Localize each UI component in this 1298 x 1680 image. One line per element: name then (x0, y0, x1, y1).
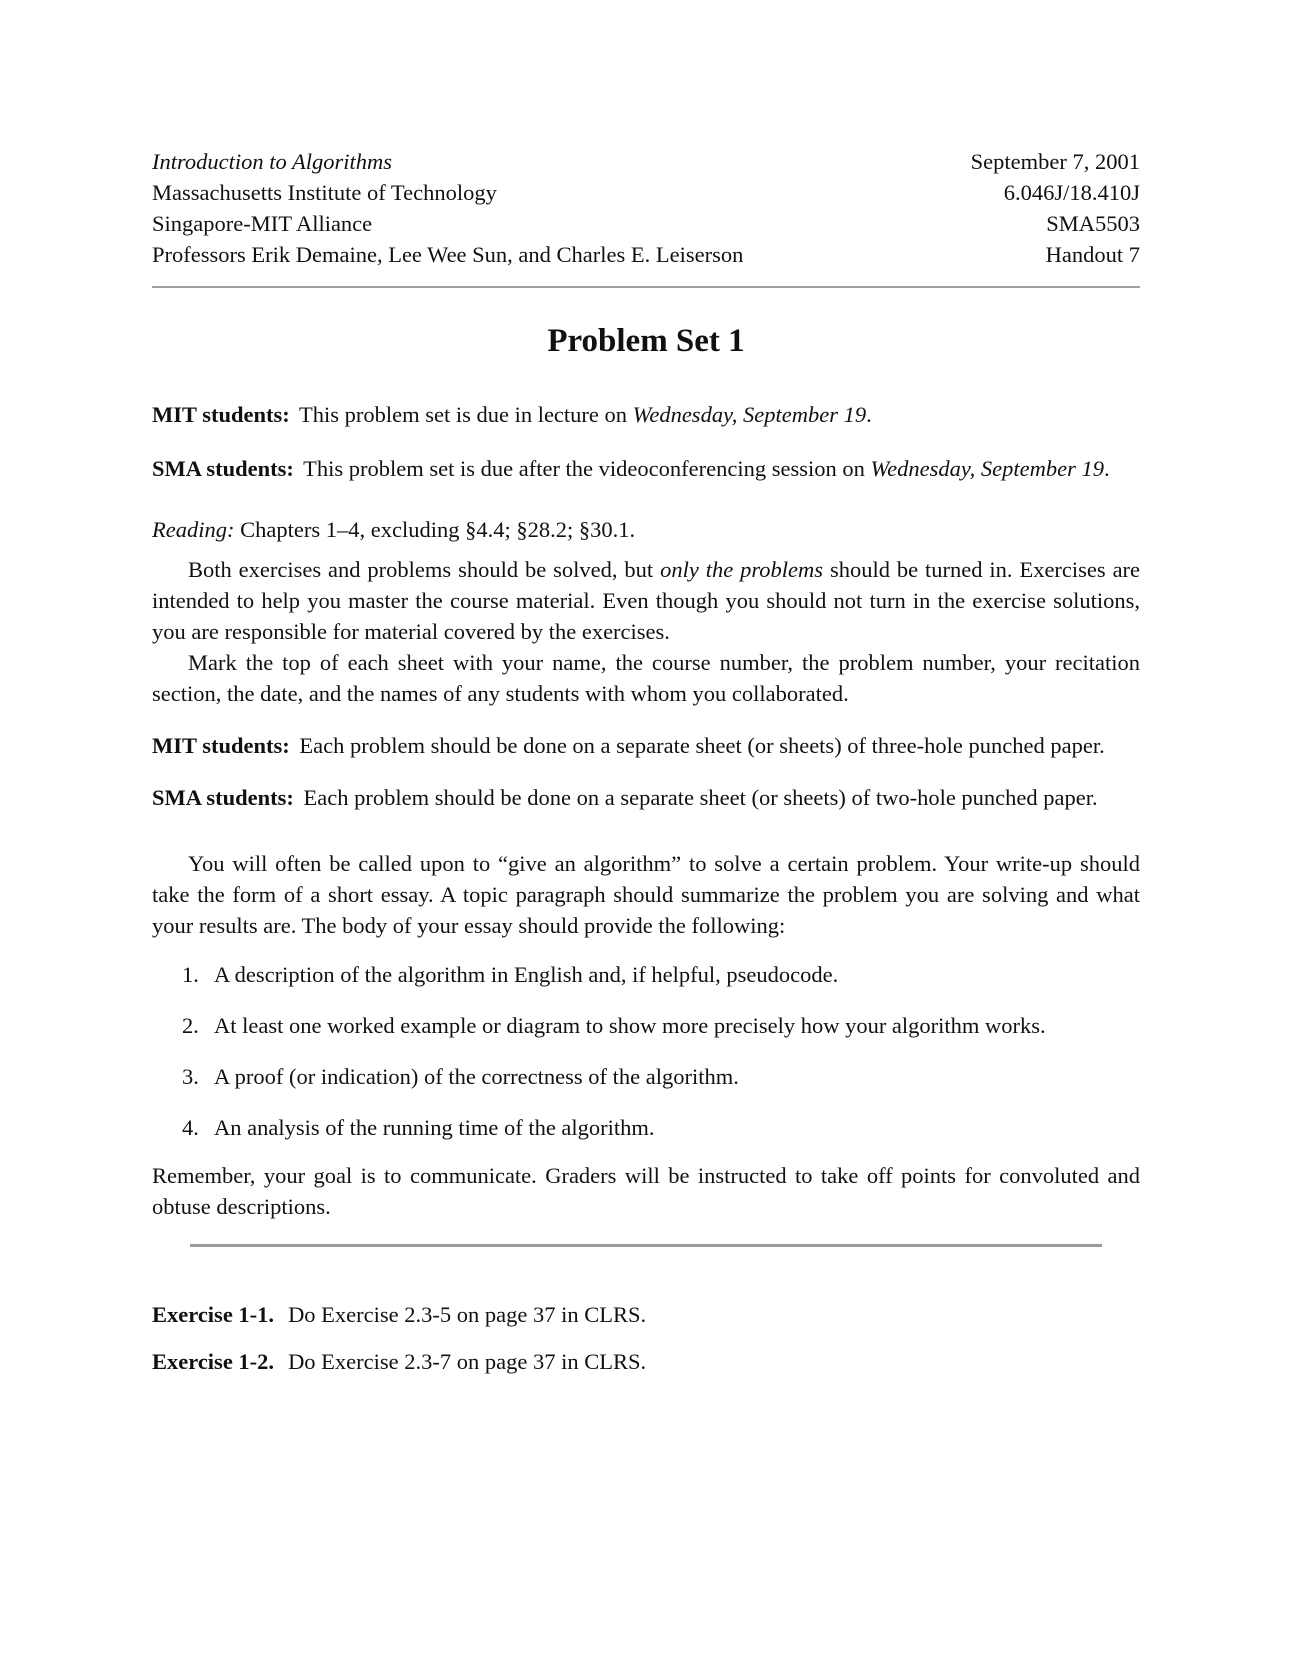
exercise-1-2: Exercise 1-2. Do Exercise 2.3-7 on page 37 in CLRS. (152, 1349, 647, 1374)
handout-header (152, 146, 1140, 270)
section-divider (190, 1244, 1102, 1247)
write-up-paragraph: You will often be called upon to “give an algorithm” to solve a certain problem. Your write-up should take the form of a short essay. A topic paragraph should summarize the problem you are solving and what your results are. The body of your essay should provide the following: (152, 851, 1140, 938)
handout-date: September 7, 2001 (970, 149, 1140, 174)
course-title: Introduction to Algorithms (152, 149, 393, 174)
sma-code: SMA5503 (1046, 211, 1140, 236)
list-item: 3. A proof (or indication) of the correctness of the algorithm. (182, 1064, 739, 1089)
institution: Massachusetts Institute of Technology (152, 180, 497, 205)
sma-sheet-note: SMA students: Each problem should be done on a separate sheet (or sheets) of two-hole punched paper. (152, 785, 1098, 810)
sma-due-note: SMA students: This problem set is due after the videoconferencing session on Wednesday, September 19. (152, 456, 1110, 481)
list-item: 2. At least one worked example or diagram to show more precisely how your algorithm works. (182, 1013, 1046, 1038)
mit-due-note: MIT students: This problem set is due in lecture on Wednesday, September 19. (152, 402, 872, 427)
instructions-paragraph-2: Mark the top of each sheet with your name, the course number, the problem number, your recitation section, the date, and the names of any students with whom you collaborated. (152, 650, 1140, 706)
page-title: Problem Set 1 (547, 323, 745, 359)
alliance: Singapore-MIT Alliance (152, 211, 373, 236)
header-divider (152, 286, 1140, 288)
list-item: 1. A description of the algorithm in English and, if helpful, pseudocode. (182, 962, 839, 987)
handout-number: Handout 7 (1045, 242, 1140, 267)
course-number: 6.046J/18.410J (1003, 180, 1140, 205)
document-page (152, 146, 1140, 1377)
list-item: 4. An analysis of the running time of the algorithm. (182, 1115, 655, 1140)
header-right (971, 146, 1140, 270)
exercise-1-1: Exercise 1-1. Do Exercise 2.3-5 on page 37 in CLRS. (152, 1302, 647, 1327)
essay-requirements-list (152, 959, 1140, 1143)
instructions-paragraph-1: Both exercises and problems should be solved, but only the problems should be turned in. Exercises are intended to help you master the course material. Even though you should not turn in the exercise solutions, you are responsible for material covered by the exercises. (152, 557, 1141, 644)
reading-note: Reading: Chapters 1–4, excluding §4.4; §28.2; §30.1. (152, 517, 636, 542)
header-left (152, 146, 743, 270)
mit-sheet-note: MIT students: Each problem should be done on a separate sheet (or sheets) of three-hole punched paper. (152, 733, 1105, 758)
remember-paragraph: Remember, your goal is to communicate. Graders will be instructed to take off points for convoluted and obtuse descriptions. (152, 1163, 1140, 1219)
professors: Professors Erik Demaine, Lee Wee Sun, and Charles E. Leiserson (152, 242, 744, 267)
